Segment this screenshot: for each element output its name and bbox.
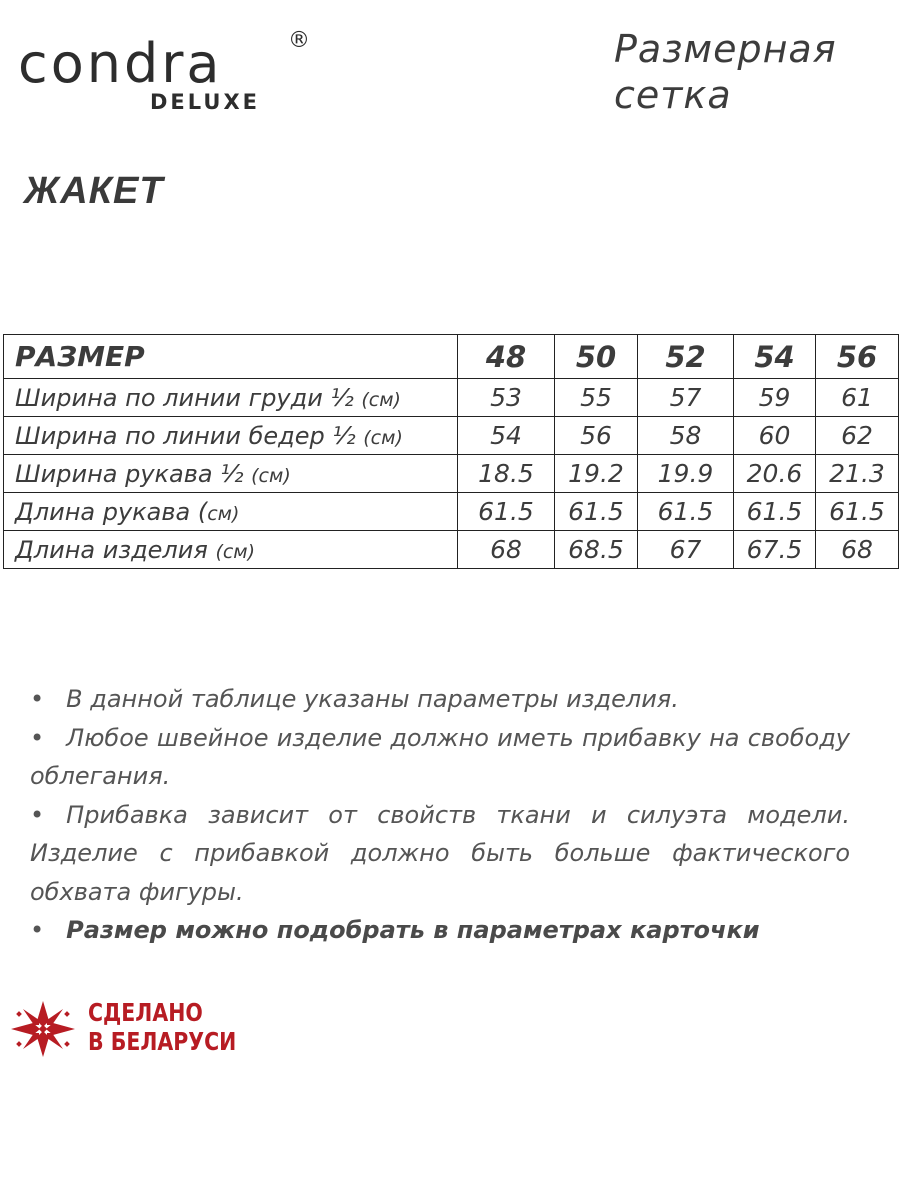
table-cell: 61.5: [555, 493, 638, 531]
row-label-text: Ширина по линии бедер ½: [15, 421, 364, 450]
bullet-icon: •: [30, 800, 45, 829]
table-cell: 59: [734, 379, 816, 417]
table-cell: 57: [638, 379, 734, 417]
table-row: [4, 531, 899, 569]
brand-logo: [18, 28, 308, 118]
list-item: [30, 911, 850, 950]
made-in-line-2: В БЕЛАРУСИ: [88, 1027, 237, 1056]
table-row: [4, 417, 899, 455]
table-cell: 60: [734, 417, 816, 455]
table-cell: 62: [816, 417, 899, 455]
row-unit: (см): [215, 540, 256, 563]
table-cell: 54: [458, 417, 555, 455]
bullet-icon: •: [30, 916, 45, 944]
table-cell: 21.3: [816, 455, 899, 493]
row-unit: (см): [363, 426, 403, 449]
row-label: [4, 379, 458, 417]
row-label-text: Длина рукава (: [15, 497, 208, 526]
brand-name: condra: [18, 32, 223, 95]
table-cell: 61.5: [816, 493, 899, 531]
table-cell: 67: [638, 531, 734, 569]
size-table: [3, 334, 899, 569]
table-cell: 20.6: [734, 455, 816, 493]
table-cell: 55: [555, 379, 638, 417]
row-label: [4, 455, 458, 493]
page-title-line-2: сетка: [614, 73, 732, 117]
brand-subline: DELUXE: [150, 90, 260, 114]
row-label-text: Длина изделия: [15, 535, 216, 564]
row-label-text: Ширина по линии груди ½: [15, 383, 362, 412]
note-text: В данной таблице указаны параметры изделия.: [66, 685, 679, 713]
row-unit: (см): [251, 464, 291, 487]
table-cell: 61.5: [734, 493, 816, 531]
row-label: [4, 531, 458, 569]
note-text: Любое швейное изделие должно иметь прибавку на свободу облегания.: [30, 723, 850, 790]
table-cell: 61.5: [458, 493, 555, 531]
bullet-icon: •: [30, 685, 45, 713]
size-header-cell: 48: [458, 335, 555, 379]
size-header-row: [4, 335, 899, 379]
table-cell: 53: [458, 379, 555, 417]
table-cell: 56: [555, 417, 638, 455]
size-header-label: РАЗМЕР: [4, 335, 458, 379]
table-row: [4, 493, 899, 531]
bullet-icon: •: [30, 723, 45, 752]
table-cell: 19.9: [638, 455, 734, 493]
table-cell: 68.5: [555, 531, 638, 569]
table-cell: 19.2: [555, 455, 638, 493]
made-in-belarus-badge: [8, 996, 248, 1062]
table-cell: 18.5: [458, 455, 555, 493]
row-unit: (см): [361, 388, 401, 411]
list-item: [30, 796, 850, 912]
list-item: [30, 680, 850, 719]
made-in-line-1: СДЕЛАНО: [88, 998, 203, 1027]
row-label: [4, 417, 458, 455]
registered-mark: ®: [288, 28, 310, 53]
table-cell: 68: [816, 531, 899, 569]
note-text: Прибавка зависит от свойств ткани и силуэта модели. Изделие с прибавкой должно быть больше фактического обхвата фигуры.: [30, 800, 850, 906]
page-title-line-1: Размерная: [614, 27, 837, 71]
notes-list: [30, 680, 850, 950]
size-header-cell: 50: [555, 335, 638, 379]
page-title: [614, 26, 894, 118]
row-unit: см): [207, 502, 240, 525]
table-cell: 61.5: [638, 493, 734, 531]
table-cell: 67.5: [734, 531, 816, 569]
table-row: [4, 379, 899, 417]
size-header-cell: 54: [734, 335, 816, 379]
table-cell: 58: [638, 417, 734, 455]
size-header-cell: 52: [638, 335, 734, 379]
table-row: [4, 455, 899, 493]
list-item: [30, 719, 850, 796]
note-text: Размер можно подобрать в параметрах карточки: [66, 916, 760, 944]
table-cell: 68: [458, 531, 555, 569]
made-in-text: [88, 998, 236, 1056]
size-header-cell: 56: [816, 335, 899, 379]
table-cell: 61: [816, 379, 899, 417]
row-label: [4, 493, 458, 531]
row-label-text: Ширина рукава ½: [15, 459, 252, 488]
ornament-icon: [8, 996, 78, 1062]
product-title: ЖАКЕТ: [24, 170, 164, 212]
